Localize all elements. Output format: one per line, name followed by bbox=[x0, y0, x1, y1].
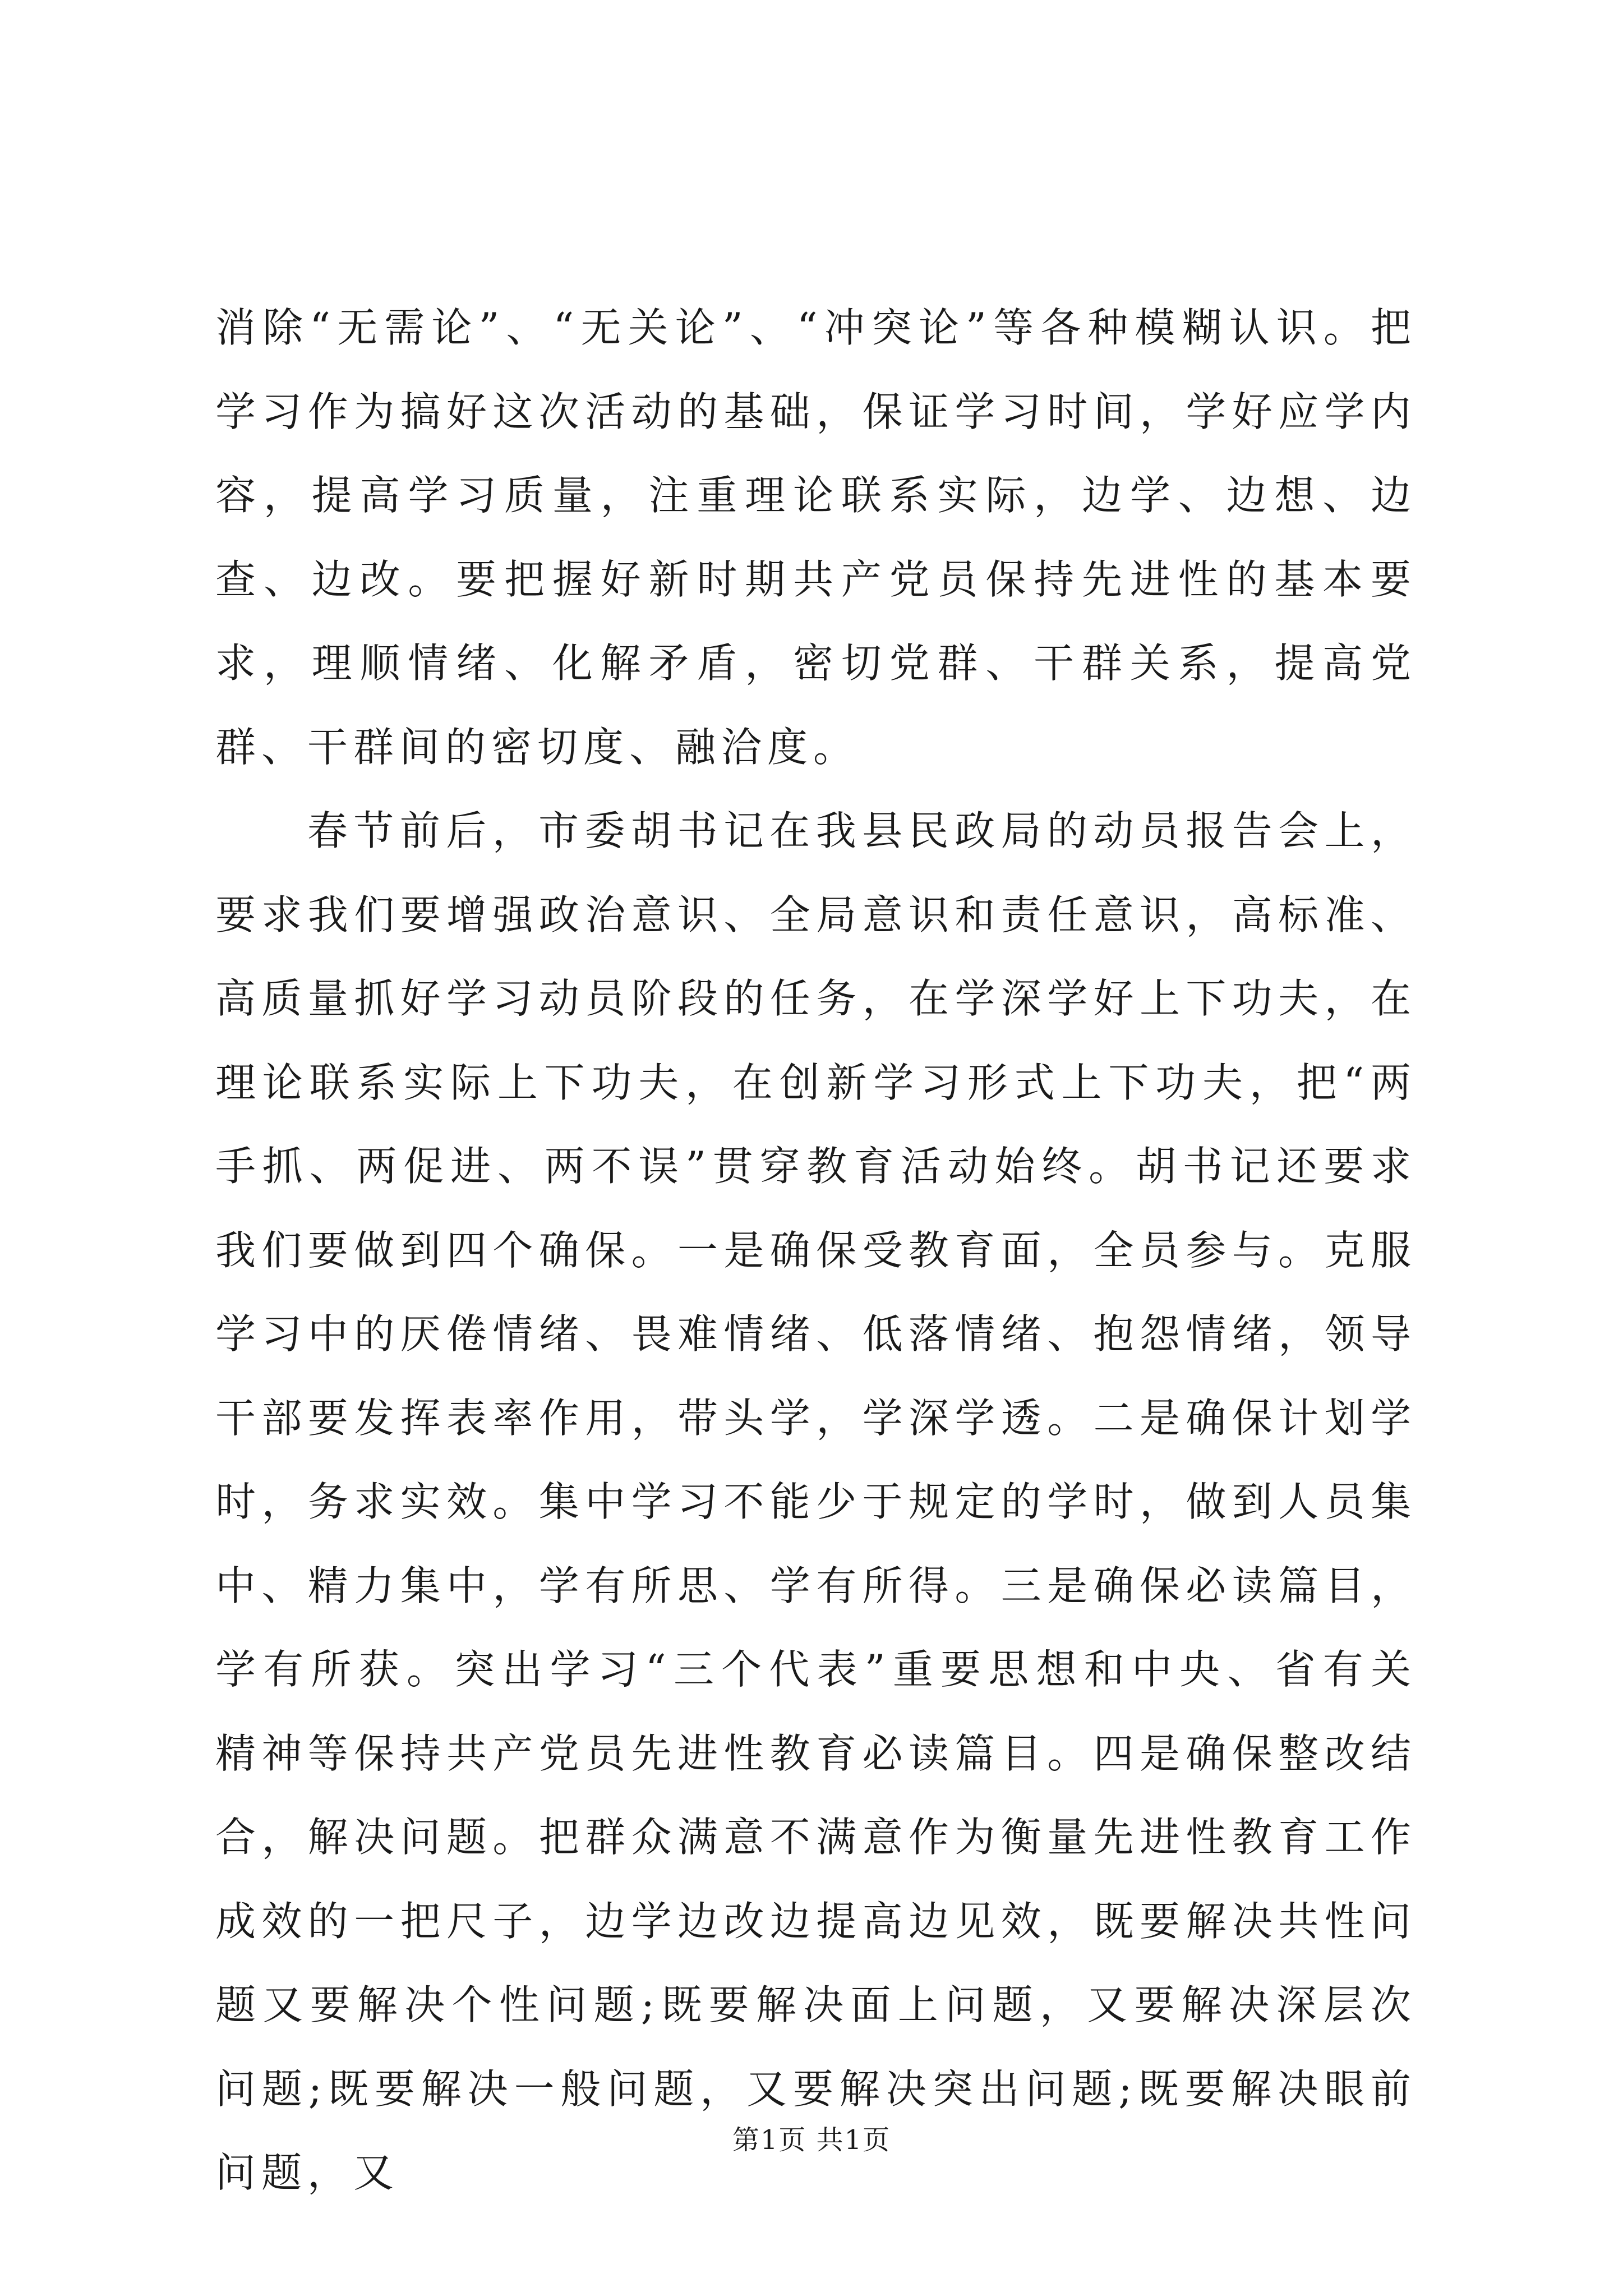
document-body bbox=[215, 286, 1417, 2215]
paragraph-1: 消除“无需论”、“无关论”、“冲突论”等各种模糊认识。把学习作为搞好这次活动的基础，保证学习时间，学好应学内容，提高学习质量，注重理论联系实际，边学、边想、边查、边改。要把握好新时期共产党员保持先进性的基本要求，理顺情绪、化解矛盾，密切党群、干群关系，提高党群、干群间的密切度、融洽度。 bbox=[215, 304, 1417, 771]
page-footer: 第1页 共1页 bbox=[732, 2124, 891, 2156]
paragraph-2: 春节前后，市委胡书记在我县民政局的动员报告会上，要求我们要增强政治意识、全局意识和责任意识，高标准、高质量抓好学习动员阶段的任务，在学深学好上下功夫，在理论联系实际上下功夫，在创新学习形式上下功夫，把“两手抓、两促进、两不误”贯穿教育活动始终。胡书记还要求我们要做到四个确保。一是确保受教育面，全员参与。克服学习中的厌倦情绪、畏难情绪、低落情绪、抱怨情绪，领导干部要发挥表率作用，带头学，学深学透。二是确保计划学时，务求实效。集中学习不能少于规定的学时，做到人员集中、精力集中，学有所思、学有所得。三是确保必读篇目，学有所获。突出学习“三个代表”重要思想和中央、省有关精神等保持共产党员先进性教育必读篇目。四是确保整改结合，解决问题。把群众满意不满意作为衡量先进性教育工作成效的一把尺子，边学边改边提高边见效，既要解决共性问题又要解决个性问题;既要解决面上问题，又要解决深层次问题;既要解决一般问题，又要解决突出问题;既要解决眼前问题，又 bbox=[215, 807, 1417, 2196]
